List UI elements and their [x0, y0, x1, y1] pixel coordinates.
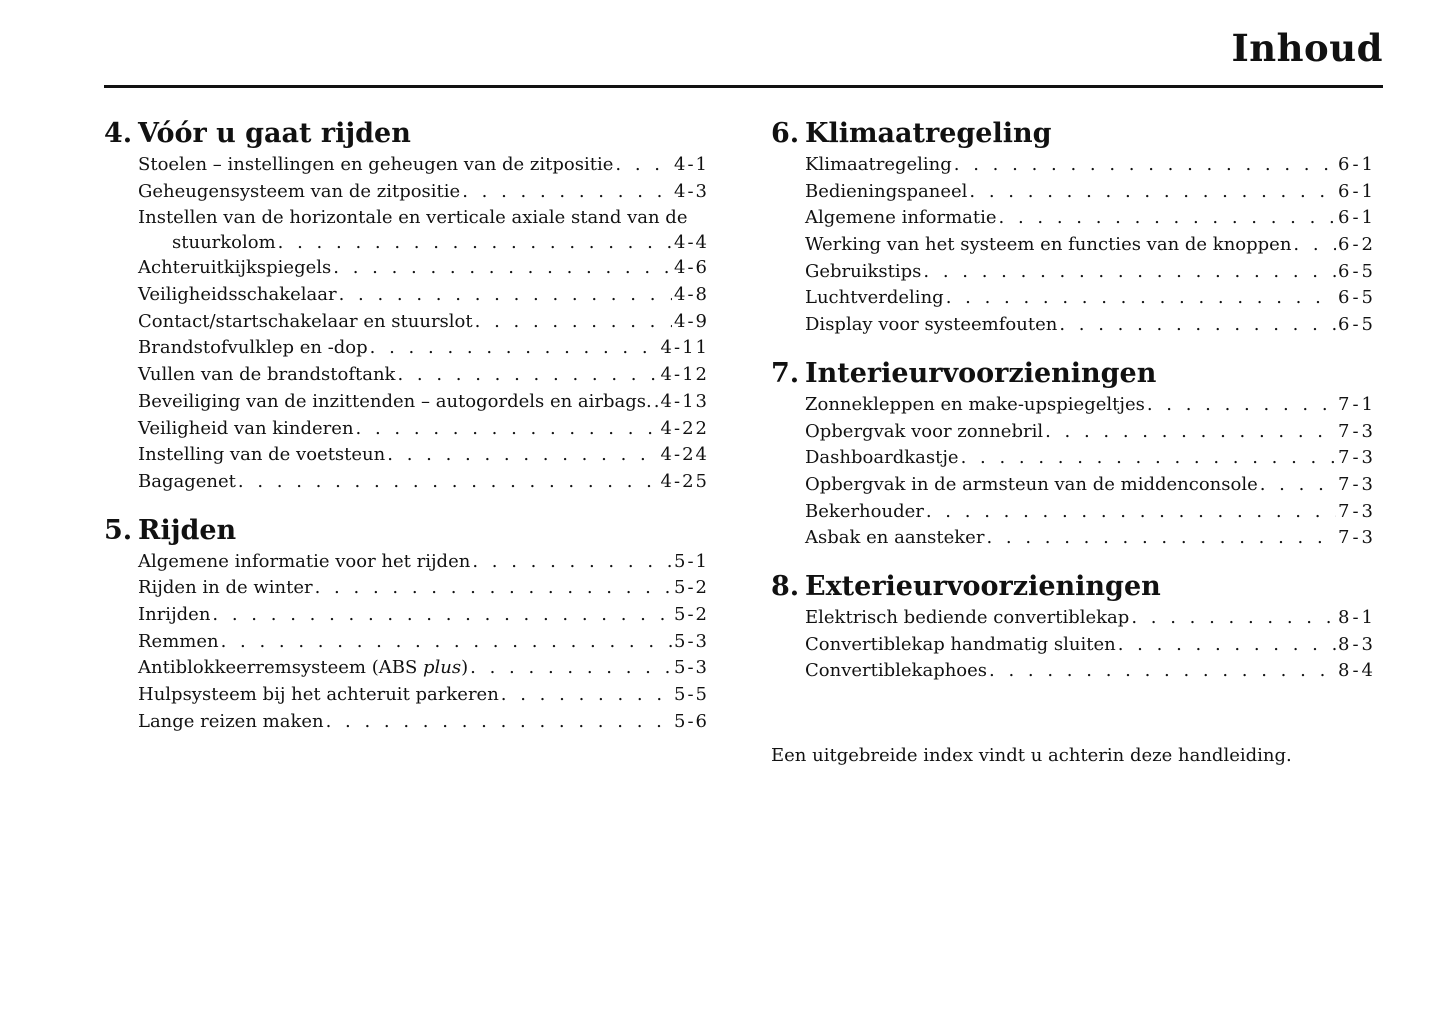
- entry-page-number: 5-5: [674, 684, 709, 705]
- entry-title: [805, 312, 1057, 339]
- entry-page-number: 7-3: [1338, 420, 1376, 442]
- entry-page-number: 6-5: [1338, 314, 1376, 336]
- toc-entries: [138, 152, 709, 496]
- toc-entries: [805, 152, 1376, 339]
- entry-title-continuation-row: [138, 230, 709, 255]
- dot-leader: [1059, 312, 1336, 339]
- entry-page-number: 4-11: [660, 337, 709, 359]
- entry-title: [805, 232, 1291, 259]
- dot-leader: [501, 682, 672, 709]
- dot-leader: [462, 179, 672, 206]
- dot-leader: [475, 309, 672, 336]
- toc-entries: [805, 605, 1376, 685]
- dot-leader: [315, 575, 672, 602]
- entry-title: [138, 629, 219, 656]
- toc-entry[interactable]: [138, 469, 709, 496]
- toc-entry[interactable]: [805, 658, 1376, 685]
- section-number: 7.: [771, 357, 800, 389]
- entry-title: [805, 259, 921, 286]
- toc-entry[interactable]: [805, 632, 1376, 659]
- toc-section: [771, 116, 1376, 339]
- entry-title-text: Brandstofvulklep en -dop: [138, 337, 368, 359]
- toc-entry[interactable]: [138, 282, 709, 309]
- toc-entries: [805, 392, 1376, 552]
- entry-title-italic: plus: [423, 657, 462, 679]
- entry-page-number: 7-3: [1338, 447, 1376, 469]
- dot-leader: [999, 205, 1336, 232]
- entry-title-text: Elektrisch bediende convertiblekap: [805, 606, 1130, 628]
- toc-entry[interactable]: [805, 392, 1376, 419]
- entry-title: [138, 442, 385, 469]
- entry-title: [138, 469, 236, 496]
- entry-title: [138, 682, 499, 709]
- dot-leader: [986, 525, 1336, 552]
- dot-leader: [397, 362, 658, 389]
- index-footnote: Een uitgebreide index vindt u achterin deze handleiding.: [771, 745, 1292, 766]
- dot-leader: [989, 658, 1336, 685]
- dot-leader: [1118, 632, 1336, 659]
- dot-leader: [339, 282, 672, 309]
- toc-entry[interactable]: [805, 152, 1376, 179]
- entry-page-number: 4-3: [674, 180, 709, 202]
- entry-page-number: 8-1: [1338, 606, 1376, 628]
- entry-page-number: 5-2: [674, 577, 709, 599]
- entry-title: [138, 282, 337, 309]
- title-rule: [104, 85, 1383, 88]
- toc-entry[interactable]: [805, 285, 1376, 312]
- entry-title: [138, 575, 313, 602]
- entry-title-text: Bekerhouder: [805, 500, 924, 522]
- entry-page-number: 4-1: [674, 154, 709, 175]
- entry-title-text: Vullen van de brandstoftank: [138, 364, 396, 386]
- toc-section: [771, 569, 1376, 685]
- dot-leader: [1131, 605, 1336, 632]
- entry-page-number: 6-1: [1338, 207, 1376, 229]
- entry-title-text: Hulpsysteem bij het achteruit parkeren: [138, 684, 499, 705]
- entry-title: [805, 179, 967, 206]
- section-heading: [771, 569, 1376, 605]
- entry-page-number: 8-3: [1338, 633, 1376, 655]
- toc-entry[interactable]: [138, 575, 709, 602]
- toc-entry[interactable]: [138, 179, 709, 206]
- dot-leader: [221, 629, 672, 656]
- entry-title: [805, 632, 1116, 659]
- toc-entry[interactable]: [805, 605, 1376, 632]
- section-title: Klimaatregeling: [805, 118, 1052, 149]
- entry-title-text: Algemene informatie: [805, 207, 997, 229]
- entry-title: [138, 549, 470, 576]
- entry-title-text: Veiligheid van kinderen: [138, 417, 354, 439]
- entry-title-text: Werking van het systeem en functies van de knoppen: [805, 234, 1292, 256]
- toc-entry[interactable]: [138, 682, 709, 709]
- toc-entry[interactable]: [805, 472, 1376, 499]
- entry-title: [138, 309, 473, 336]
- toc-entry[interactable]: [138, 602, 709, 629]
- entry-page-number: 4-12: [660, 364, 709, 386]
- dot-leader: [387, 442, 658, 469]
- toc-entry[interactable]: [138, 389, 709, 416]
- entry-title: [805, 499, 924, 526]
- dot-leader: [615, 152, 672, 179]
- entry-title-text: Opbergvak voor zonnebril: [805, 420, 1044, 442]
- entry-page-number: 4-24: [660, 444, 709, 466]
- entry-page-number: 5-6: [674, 710, 709, 732]
- dot-leader: [954, 152, 1336, 179]
- entry-title: [805, 392, 1145, 419]
- entry-title: [138, 179, 460, 206]
- toc-entry[interactable]: [138, 442, 709, 469]
- dot-leader: [278, 230, 672, 255]
- entry-title: [805, 205, 997, 232]
- entry-title: [805, 605, 1129, 632]
- section-number: 4.: [104, 118, 133, 149]
- toc-entry[interactable]: [805, 419, 1376, 446]
- entry-title-text: Luchtverdeling: [805, 287, 944, 309]
- toc-entry[interactable]: [138, 152, 709, 179]
- toc-entry[interactable]: [138, 629, 709, 656]
- dot-leader: [1260, 472, 1336, 499]
- entry-title: [138, 655, 468, 682]
- entry-title-text: Display voor systeemfouten: [805, 314, 1058, 336]
- entry-title-text: Lange reizen maken: [138, 710, 324, 732]
- section-number: 8.: [771, 570, 800, 602]
- entry-title: [138, 362, 395, 389]
- entry-page-number: 4-22: [660, 417, 709, 439]
- toc-entry[interactable]: [138, 205, 709, 255]
- entry-title: Instellen van de horizontale en verticale axiale stand van de: [138, 207, 688, 229]
- entry-title-text: Klimaatregeling: [805, 154, 952, 175]
- toc-entry[interactable]: [805, 312, 1376, 339]
- entry-title: [805, 472, 1258, 499]
- toc-entry[interactable]: [805, 445, 1376, 472]
- toc-entry[interactable]: [805, 232, 1376, 259]
- entry-page-number: 7-3: [1338, 527, 1376, 549]
- entry-title: [138, 416, 354, 443]
- toc-entry[interactable]: [138, 335, 709, 362]
- dot-leader: [326, 709, 672, 736]
- entry-title-continuation: stuurkolom: [172, 232, 276, 254]
- entry-title-text: Stoelen – instellingen en geheugen van de zitpositie: [138, 154, 614, 175]
- section-heading: [771, 116, 1376, 152]
- dot-leader: [926, 499, 1336, 526]
- toc-entry[interactable]: [138, 709, 709, 736]
- entry-page-number: 4-13: [660, 390, 709, 412]
- entry-page-number: 4-9: [674, 310, 709, 332]
- entry-title: [805, 445, 959, 472]
- entry-page-number: 7-3: [1338, 473, 1376, 495]
- section-number: 5.: [104, 514, 133, 546]
- entry-page-number: 4-6: [674, 257, 709, 279]
- entry-title: [805, 658, 987, 685]
- dot-leader: [238, 469, 659, 496]
- dot-leader: [333, 255, 672, 282]
- section-title: Interieurvoorzieningen: [805, 357, 1157, 389]
- dot-leader: [961, 445, 1336, 472]
- entry-page-number: 4-25: [660, 470, 709, 492]
- entry-title-text: Dashboardkastje: [805, 447, 959, 469]
- entry-title-text: Bagagenet: [138, 470, 236, 492]
- section-heading: [104, 116, 709, 152]
- toc-entry[interactable]: [138, 655, 709, 682]
- entry-title-suffix: ): [461, 657, 469, 679]
- toc-entries: [138, 549, 709, 736]
- entry-title: [138, 255, 331, 282]
- entry-title-text: Geheugensysteem van de zitpositie: [138, 180, 461, 202]
- entry-title-text: Remmen: [138, 630, 219, 652]
- dot-leader: [1147, 392, 1336, 419]
- dot-leader: [356, 416, 659, 443]
- entry-page-number: 8-4: [1338, 660, 1376, 682]
- toc-entry[interactable]: [805, 525, 1376, 552]
- entry-title: [805, 285, 944, 312]
- toc-entry[interactable]: [138, 309, 709, 336]
- entry-page-number: 6-2: [1338, 234, 1376, 256]
- entry-title-text: Rijden in de winter: [138, 577, 313, 599]
- entry-title-text: Achteruitkijkspiegels: [138, 257, 332, 279]
- entry-page-number: 4-8: [674, 284, 709, 306]
- entry-page-number: 6-1: [1338, 154, 1376, 175]
- toc-entry[interactable]: [138, 549, 709, 576]
- page-title: Inhoud: [1231, 26, 1383, 70]
- entry-page-number: 5-2: [674, 603, 709, 625]
- entry-title-text: Zonnekleppen en make-upspiegeltjes: [805, 393, 1145, 415]
- toc-entry[interactable]: [138, 416, 709, 443]
- dot-leader: [212, 602, 672, 629]
- entry-title-text: Convertiblekaphoes: [805, 660, 988, 682]
- entry-page-number: 7-1: [1338, 393, 1376, 415]
- dot-leader: [472, 549, 672, 576]
- section-title: Exterieurvoorzieningen: [805, 570, 1161, 602]
- toc-entry[interactable]: [138, 362, 709, 389]
- toc-entry[interactable]: [138, 255, 709, 282]
- dot-leader: [946, 285, 1336, 312]
- section-heading: [104, 513, 709, 549]
- entry-title: [138, 389, 652, 416]
- toc-entry[interactable]: [805, 499, 1376, 526]
- toc-entry[interactable]: [805, 205, 1376, 232]
- entry-page-number: 6-5: [1338, 260, 1376, 282]
- section-number: 6.: [771, 118, 800, 149]
- entry-page-number: 5-3: [674, 630, 709, 652]
- dot-leader: [470, 655, 672, 682]
- entry-title-text: Opbergvak in de armsteun van de middenconsole: [805, 473, 1258, 495]
- entry-title: [138, 602, 210, 629]
- entry-page-number: 7-3: [1338, 500, 1376, 522]
- entry-title: [805, 152, 952, 179]
- section-title: Rijden: [138, 514, 237, 546]
- dot-leader: [923, 259, 1336, 286]
- dot-leader: [654, 389, 659, 416]
- toc-entry[interactable]: [805, 259, 1376, 286]
- entry-title: [138, 152, 613, 179]
- toc-left-column: [104, 116, 709, 752]
- section-title: Vóór u gaat rijden: [138, 118, 411, 149]
- entry-title-text: Convertiblekap handmatig sluiten: [805, 633, 1116, 655]
- entry-title-text: Asbak en aansteker: [805, 527, 985, 549]
- entry-page-number: 5-3: [674, 657, 709, 679]
- dot-leader: [969, 179, 1336, 206]
- entry-title: [805, 419, 1043, 446]
- entry-page-number: 6-1: [1338, 180, 1376, 202]
- toc-section: [771, 356, 1376, 552]
- entry-title: [138, 709, 324, 736]
- toc-section: [104, 116, 709, 496]
- toc-right-column: [771, 116, 1376, 702]
- entry-title-text: Contact/startschakelaar en stuurslot: [138, 310, 473, 332]
- entry-title-text: Inrijden: [138, 603, 211, 625]
- entry-title-text: Veiligheidsschakelaar: [138, 284, 337, 306]
- entry-page-number: 4-4: [674, 232, 709, 254]
- entry-title: [805, 525, 984, 552]
- entry-title: [138, 335, 368, 362]
- entry-title-text: Antiblokkeerremsysteem (ABS: [138, 657, 424, 679]
- entry-page-number: 6-5: [1338, 287, 1376, 309]
- entry-page-number: 5-1: [674, 550, 709, 572]
- entry-title-text: Gebruikstips: [805, 260, 922, 282]
- dot-leader: [1045, 419, 1336, 446]
- entry-title-text: Beveiliging van de inzittenden – autogordels en airbags.: [138, 390, 652, 412]
- section-heading: [771, 356, 1376, 392]
- entry-title-text: Bedieningspaneel: [805, 180, 968, 202]
- toc-section: [104, 513, 709, 736]
- dot-leader: [370, 335, 659, 362]
- entry-title-text: Instelling van de voetsteun: [138, 444, 386, 466]
- entry-title-text: Algemene informatie voor het rijden: [138, 550, 471, 572]
- toc-entry[interactable]: [805, 179, 1376, 206]
- dot-leader: [1293, 232, 1336, 259]
